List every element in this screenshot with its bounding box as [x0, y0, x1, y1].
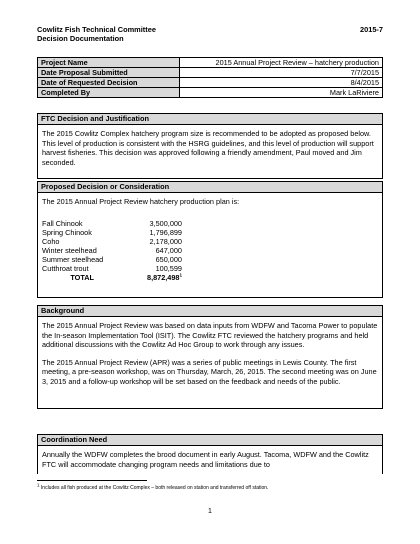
justification-section [37, 113, 383, 179]
coordination-text: Annually the WDFW completes the brood document in early August. Tacoma, WDFW and the Cowlitz FTC will accommodate changing program needs and limitations due to [42, 450, 369, 469]
total-value: 8,872,498$^1$ [147, 272, 182, 282]
footnote-ref: 1 [179, 272, 182, 278]
document-header [37, 25, 383, 43]
list-item: Coho [42, 236, 60, 246]
list-item: Winter steelhead [42, 245, 97, 255]
section-title: Background [38, 306, 382, 317]
doc-number: 2015-7 [359, 25, 383, 34]
table-row [38, 68, 383, 78]
list-value: 2,178,000 [149, 236, 182, 246]
justification-text: The 2015 Cowlitz Complex hatchery program size is recommended to be adopted as proposed below. This level of production is consistent with the HSRG guidelines, and this level of production will support harvest fisheries. This decision was approved following a friendly amendment, Paul moved and Jim seconded. [42, 129, 374, 167]
coordination-section [37, 434, 383, 474]
section-title: Coordination Need [38, 435, 382, 446]
project-info-table [37, 57, 383, 98]
org-name: Cowlitz Fish Technical Committee [37, 25, 156, 34]
list-value: 100,599 [155, 263, 182, 273]
background-paragraph: The 2015 Annual Project Review (APR) was a series of public meetings in Lewis County. The first meeting, a pre-season workshop, was on Thursday, March, 26, 2015. The second meeting was on June 3, 2015 and a follow-up workshop will be set based on the feedback and needs of the public. [42, 357, 377, 386]
meta-label: Completed By [38, 88, 180, 98]
list-item: Summer steelhead [42, 254, 104, 264]
background-section [37, 305, 383, 409]
production-list [42, 219, 378, 282]
footnote-divider [37, 480, 147, 481]
meta-value: 8/4/2015 [180, 78, 383, 88]
meta-value: Mark LaRiviere [180, 88, 383, 98]
footnote: $^1$ Includes all fish produced at the Cowlitz Complex – both released on station and transferred off station. [37, 482, 269, 491]
proposed-intro: The 2015 Annual Project Review hatchery production plan is: [42, 197, 240, 206]
meta-label: Date of Requested Decision [38, 78, 180, 88]
meta-label: Project Name [38, 58, 180, 68]
background-paragraph: The 2015 Annual Project Review was based on data inputs from WDFW and Tacoma Power to populate the In-season Implementation Tool (ISIT). The Cowlitz FTC reviewed the hatchery programs and held additional discussions with the Cowlitz Ad Hoc Group to work through any issues. [42, 321, 378, 349]
list-value: 3,500,000 [149, 218, 182, 228]
table-row [38, 78, 383, 88]
list-value: 650,000 [155, 254, 182, 264]
meta-value: 2015 Annual Project Review – hatchery production [180, 58, 383, 68]
table-row [38, 88, 383, 98]
doc-type: Decision Documentation [37, 34, 124, 43]
list-item: Cutthroat trout [42, 263, 89, 273]
total-label: TOTAL [70, 272, 94, 282]
list-item: Spring Chinook [42, 227, 92, 237]
section-title: FTC Decision and Justification [38, 114, 382, 125]
list-value: 1,796,899 [149, 227, 182, 237]
proposed-section [37, 181, 383, 298]
meta-value: 7/7/2015 [180, 68, 383, 78]
meta-label: Date Proposal Submitted [38, 68, 180, 78]
list-value: 647,000 [155, 245, 182, 255]
section-title: Proposed Decision or Consideration [38, 182, 382, 193]
table-row [38, 58, 383, 68]
list-item: Fall Chinook [42, 218, 83, 228]
page-number: 1 [208, 508, 212, 515]
